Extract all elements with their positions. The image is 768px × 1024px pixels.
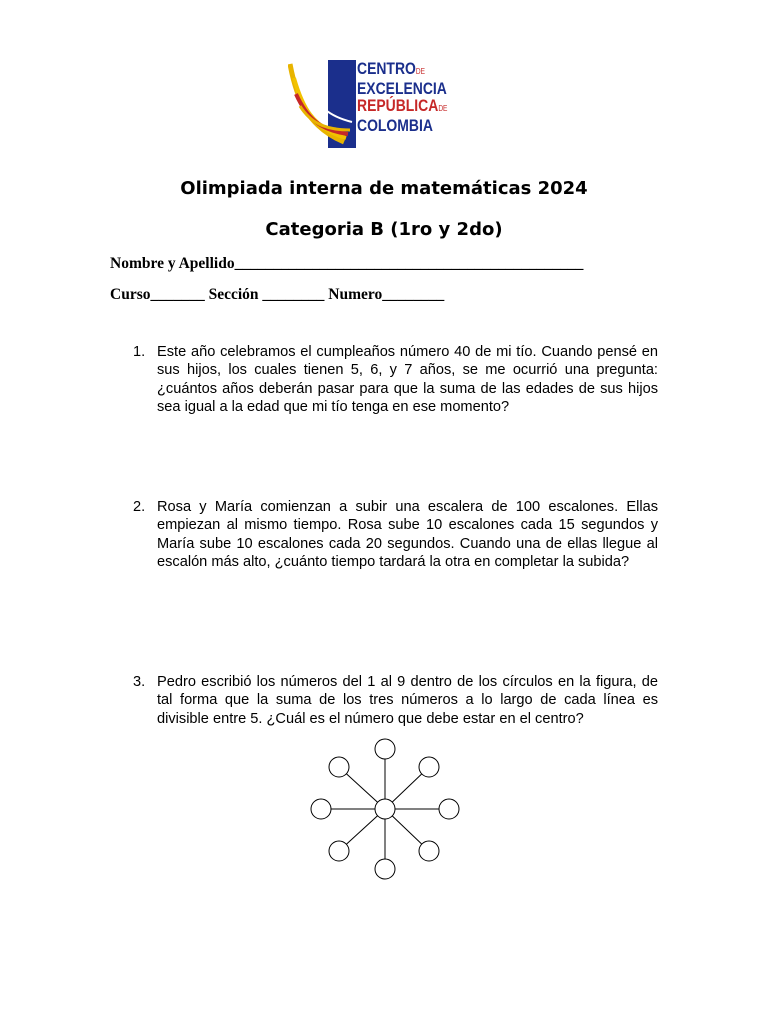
question-number: 2. [133,499,146,515]
circle-top [375,739,395,759]
question-item [133,498,658,571]
circle-bottom-right [419,841,439,861]
question-number: 1. [133,344,146,360]
name-field-line: Nombre y Apellido_____________________________________________ [110,255,584,272]
circle-bottom-left [329,841,349,861]
question-text: Rosa y María comienzan a subir una escalera de 100 escalones. Ellas empiezan al mismo tiempo. Rosa sube 10 escalones cada 15 segundos y María sube 10 escalones cada 20 segundos. Cuando una de ellas llegue al escalón más alto, ¿cuánto tiempo tardará la otra en completar la subida? [157,499,658,570]
question-text: Este año celebramos el cumpleaños número 40 de mi tío. Cuando pensé en sus hijos, los cuales tienen 5, 6, y 7 años, se me ocurrió una pregunta: ¿cuántos años deberán pasar para que la suma de las edades de sus hijos sea igual a la edad que mi tío tenga en ese momento? [157,344,658,415]
circle-right [439,799,459,819]
institution-logo [288,56,468,152]
logo-wordmark: CENTRODE EXCELENCIA REPÚBLICADE COLOMBIA [357,59,448,135]
logo-emblem-icon [288,56,358,152]
circle-bottom [375,859,395,879]
circle-top-right [419,757,439,777]
star-circles-figure [308,736,463,884]
circle-center [375,799,395,819]
question-number: 3. [133,674,146,690]
question-text: Pedro escribió los números del 1 al 9 dentro de los círculos en la figura, de tal forma que la suma de los tres números a lo largo de cada línea es divisible entre 5. ¿Cuál es el número que debe estar en el centro? [157,674,658,727]
circle-left [311,799,331,819]
question-item [133,343,658,416]
circle-top-left [329,757,349,777]
question-item [133,673,658,728]
category-subtitle: Categoria B (1ro y 2do) [265,219,503,240]
course-field-line: Curso_______ Sección ________ Numero________ [110,286,445,303]
page-title: Olimpiada interna de matemáticas 2024 [180,178,588,199]
